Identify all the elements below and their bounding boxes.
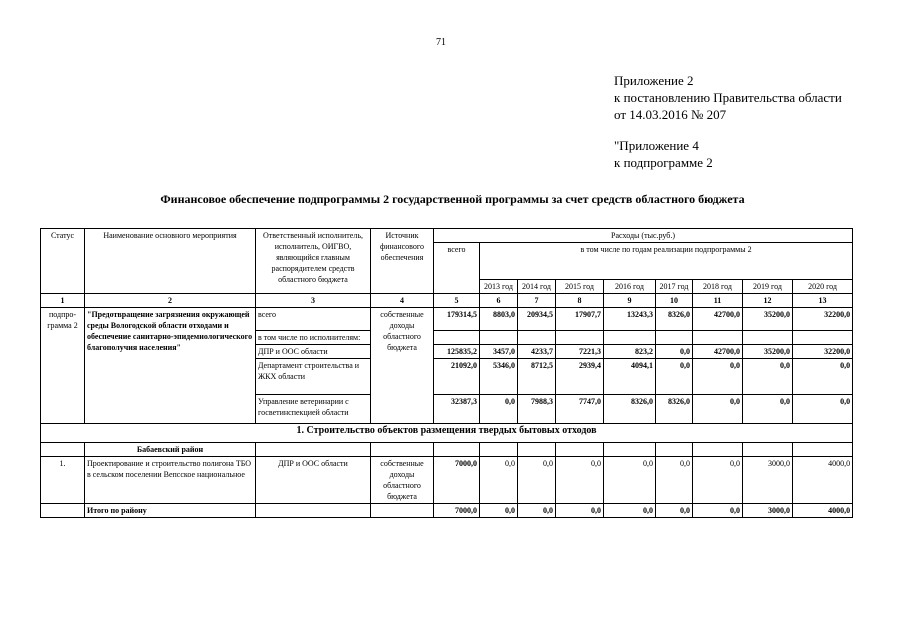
column-number: 10: [656, 294, 693, 308]
district-empty-cell: [743, 443, 793, 457]
value-cell: 4000,0: [793, 457, 853, 504]
value-cell: 7000,0: [434, 457, 480, 504]
value-cell: [518, 331, 556, 345]
executor-cell: в том числе по исполнителям:: [256, 331, 371, 345]
value-cell: 8326,0: [604, 395, 656, 424]
value-cell: 0,0: [480, 504, 518, 518]
header-year: 2020 год: [793, 280, 853, 294]
column-number: 13: [793, 294, 853, 308]
header-expenses: Расходы (тыс.руб.): [434, 229, 853, 243]
value-cell: 179314,5: [434, 308, 480, 331]
value-cell: 8326,0: [656, 395, 693, 424]
value-cell: 0,0: [656, 504, 693, 518]
header-year: 2017 год: [656, 280, 693, 294]
value-cell: 0,0: [693, 457, 743, 504]
total-empty-cell: [371, 504, 434, 518]
value-cell: 0,0: [556, 457, 604, 504]
value-cell: 7000,0: [434, 504, 480, 518]
value-cell: 0,0: [743, 359, 793, 395]
value-cell: 7988,3: [518, 395, 556, 424]
column-number: 3: [256, 294, 371, 308]
document-title: Финансовое обеспечение подпрограммы 2 государственной программы за счет средств областного бюджета: [160, 192, 745, 206]
value-cell: 17907,7: [556, 308, 604, 331]
value-cell: [604, 331, 656, 345]
value-cell: [556, 331, 604, 345]
appendix-line-3: от 14.03.2016 № 207: [614, 107, 727, 122]
subprogram-source: собственные доходы областного бюджета: [371, 308, 434, 424]
total-empty-cell: [256, 504, 371, 518]
district-empty-cell: [693, 443, 743, 457]
page-number: 71: [436, 37, 446, 48]
value-cell: 5346,0: [480, 359, 518, 395]
item-source: собственные доходы областного бюджета: [371, 457, 434, 504]
value-cell: 13243,3: [604, 308, 656, 331]
header-year: 2016 год: [604, 280, 656, 294]
district-total-label: Итого по району: [85, 504, 256, 518]
value-cell: 0,0: [604, 504, 656, 518]
executor-cell: ДПР и ООС области: [256, 345, 371, 359]
appendix-line-2: к постановлению Правительства области: [614, 90, 842, 105]
value-cell: 4233,7: [518, 345, 556, 359]
value-cell: 4000,0: [793, 504, 853, 518]
header-year: 2013 год: [480, 280, 518, 294]
value-cell: [656, 331, 693, 345]
value-cell: [693, 331, 743, 345]
value-cell: 0,0: [604, 457, 656, 504]
value-cell: 35200,0: [743, 308, 793, 331]
district-empty-cell: [518, 443, 556, 457]
executor-cell: Департамент строительства и ЖКХ области: [256, 359, 371, 395]
value-cell: 0,0: [693, 359, 743, 395]
value-cell: 0,0: [693, 395, 743, 424]
value-cell: 35200,0: [743, 345, 793, 359]
value-cell: [480, 331, 518, 345]
value-cell: 0,0: [693, 504, 743, 518]
column-number: 7: [518, 294, 556, 308]
district-empty-cell: [434, 443, 480, 457]
value-cell: 8712,5: [518, 359, 556, 395]
column-number: 9: [604, 294, 656, 308]
header-year: 2018 год: [693, 280, 743, 294]
appendix-line-4: "Приложение 4: [614, 138, 699, 153]
value-cell: 0,0: [656, 345, 693, 359]
value-cell: 42700,0: [693, 345, 743, 359]
value-cell: 0,0: [793, 359, 853, 395]
appendix-block: [614, 72, 842, 171]
section-title: 1. Строительство объектов размещения твердых бытовых отходов: [41, 424, 853, 443]
district-empty-cell: [256, 443, 371, 457]
district-empty-cell: [604, 443, 656, 457]
subprogram-status: подпро-грамма 2: [41, 308, 85, 424]
value-cell: 0,0: [518, 457, 556, 504]
column-number: 6: [480, 294, 518, 308]
value-cell: 20934,5: [518, 308, 556, 331]
header-status: Статус: [41, 229, 85, 294]
total-empty-cell: [41, 504, 85, 518]
value-cell: 7221,3: [556, 345, 604, 359]
value-cell: 823,2: [604, 345, 656, 359]
district-empty-cell: [793, 443, 853, 457]
appendix-line-5: к подпрограмме 2: [614, 155, 713, 170]
district-empty-cell: [656, 443, 693, 457]
column-number: 4: [371, 294, 434, 308]
district-empty-cell: [41, 443, 85, 457]
district-empty-cell: [371, 443, 434, 457]
executor-cell: Управление ветеринарии с госветинспекцией области: [256, 395, 371, 424]
header-year: 2019 год: [743, 280, 793, 294]
column-number: 12: [743, 294, 793, 308]
district-name: Бабаевский район: [85, 443, 256, 457]
value-cell: 7747,0: [556, 395, 604, 424]
header-total: всего: [434, 243, 480, 294]
header-by-years: в том числе по годам реализации подпрограммы 2: [480, 243, 853, 280]
value-cell: 8326,0: [656, 308, 693, 331]
value-cell: 0,0: [518, 504, 556, 518]
value-cell: 42700,0: [693, 308, 743, 331]
value-cell: [743, 331, 793, 345]
item-name: Проектирование и строительство полигона ТБО в сельском поселении Вепсское национальное: [85, 457, 256, 504]
item-executor: ДПР и ООС области: [256, 457, 371, 504]
value-cell: 4094,1: [604, 359, 656, 395]
subprogram-name: "Предотвращение загрязнения окружающей среды Вологодской области отходами и обеспечение санитарно-эпидемиологического благополучия населения": [85, 308, 256, 424]
column-number: 5: [434, 294, 480, 308]
appendix-line-1: Приложение 2: [614, 73, 694, 88]
column-number: 1: [41, 294, 85, 308]
header-source: Источник финансового обеспечения: [371, 229, 434, 294]
value-cell: 32200,0: [793, 345, 853, 359]
value-cell: 3457,0: [480, 345, 518, 359]
value-cell: 0,0: [556, 504, 604, 518]
column-number: 11: [693, 294, 743, 308]
header-year: 2015 год: [556, 280, 604, 294]
value-cell: 2939,4: [556, 359, 604, 395]
value-cell: 3000,0: [743, 504, 793, 518]
value-cell: 0,0: [480, 457, 518, 504]
value-cell: [793, 331, 853, 345]
header-executor: Ответственный исполнитель, исполнитель, ОИГВО, являющийся главным распорядителем средств областного бюджета: [256, 229, 371, 294]
column-number: 8: [556, 294, 604, 308]
financing-table: [40, 228, 853, 518]
value-cell: 0,0: [656, 359, 693, 395]
item-number: 1.: [41, 457, 85, 504]
district-empty-cell: [556, 443, 604, 457]
value-cell: [434, 331, 480, 345]
value-cell: 3000,0: [743, 457, 793, 504]
header-year: 2014 год: [518, 280, 556, 294]
value-cell: 8803,0: [480, 308, 518, 331]
column-number: 2: [85, 294, 256, 308]
value-cell: 0,0: [656, 457, 693, 504]
value-cell: 0,0: [480, 395, 518, 424]
value-cell: 21092,0: [434, 359, 480, 395]
value-cell: 0,0: [743, 395, 793, 424]
executor-cell: всего: [256, 308, 371, 331]
value-cell: 32200,0: [793, 308, 853, 331]
value-cell: 0,0: [793, 395, 853, 424]
value-cell: 32387,3: [434, 395, 480, 424]
header-name: Наименование основного мероприятия: [85, 229, 256, 294]
value-cell: 125835,2: [434, 345, 480, 359]
district-empty-cell: [480, 443, 518, 457]
